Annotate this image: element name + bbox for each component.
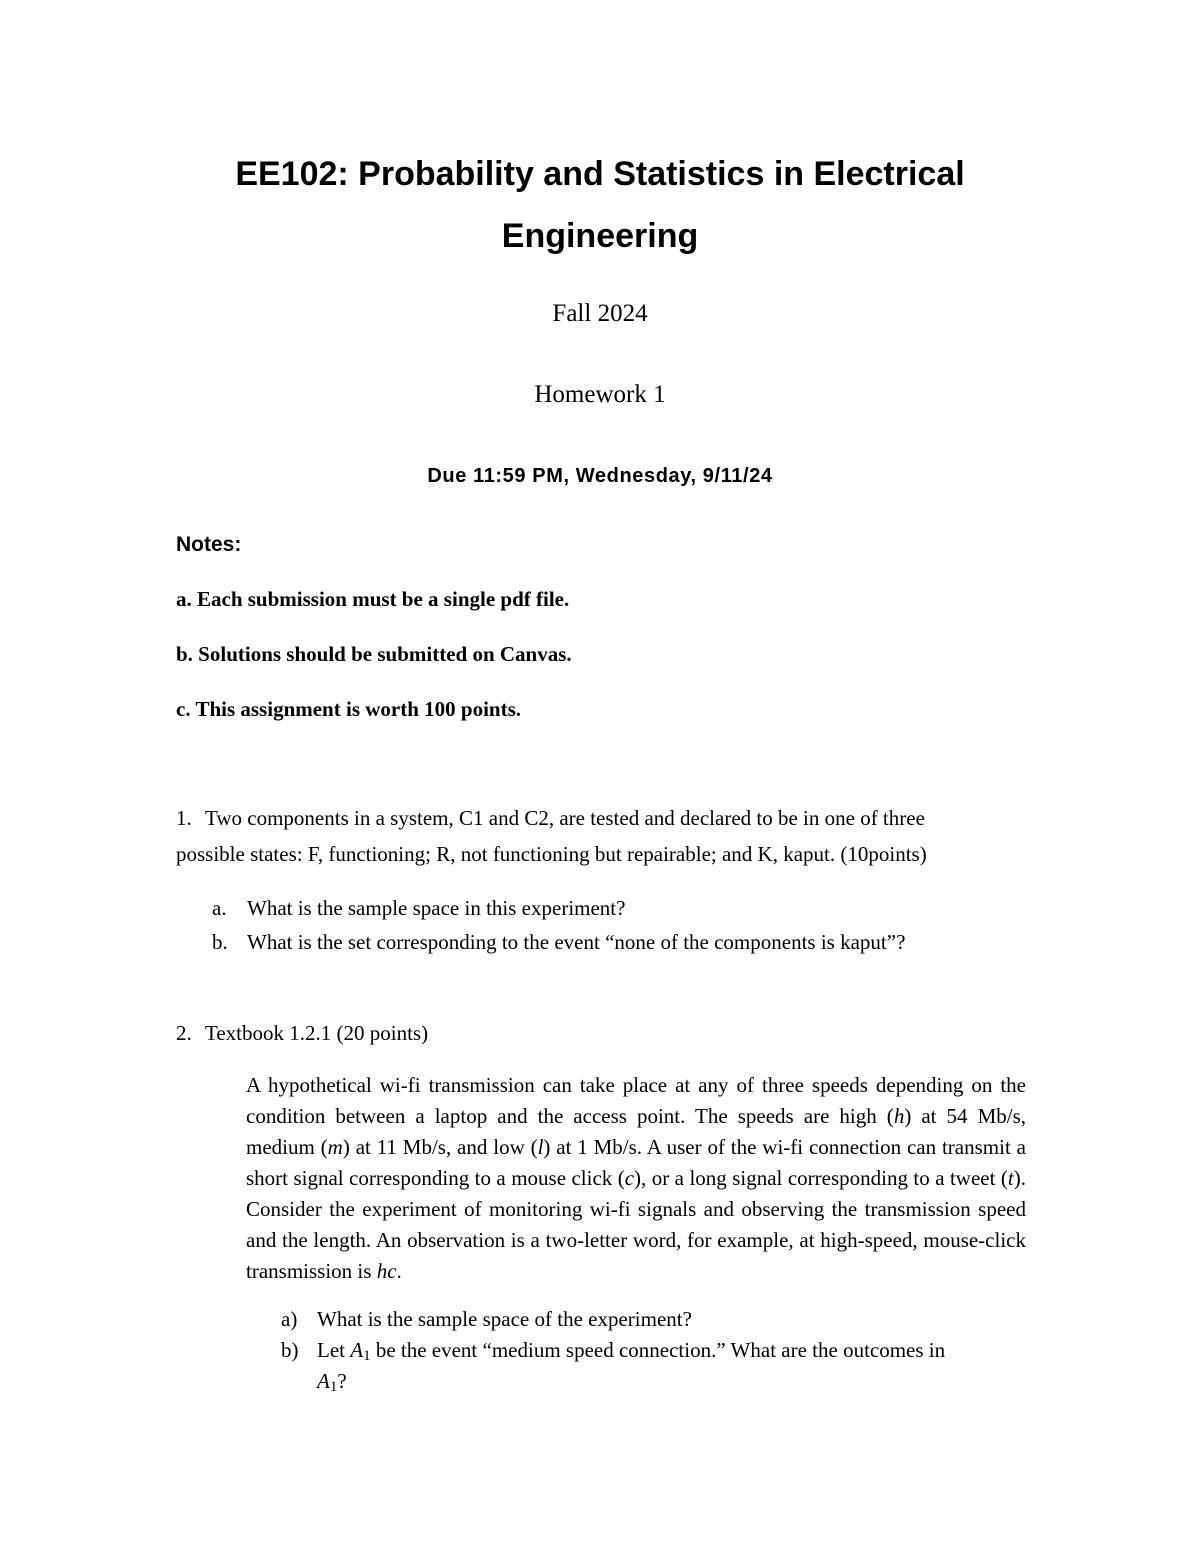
var-hc: hc <box>376 1259 397 1283</box>
subscript: 1 <box>363 1348 371 1364</box>
question-1-part-a: What is the sample space in this experiment? <box>247 896 626 920</box>
paragraph-text: ). Consider the experiment of monitoring wi-fi signals and observing the transmission speed and the length. An observation is a two-letter word, for example, at high-speed, mouse-click transmission is <box>246 1166 1026 1283</box>
notes-heading: Notes: <box>176 533 242 556</box>
assignment-label: Homework 1 <box>534 381 666 408</box>
question-2-heading: Textbook 1.2.1 (20 points) <box>205 1021 429 1045</box>
paragraph-text: ), or a long signal corresponding to a tweet ( <box>634 1166 1008 1190</box>
question-2-number: 2. <box>176 1021 192 1045</box>
subscript: 1 <box>329 1379 338 1395</box>
question-1-number: 1. <box>176 806 192 830</box>
var-a: A <box>350 1338 364 1362</box>
term-label: Fall 2024 <box>552 300 648 327</box>
question-1-line-2: possible states: F, functioning; R, not functioning but repairable; and K, kaput. (10points) <box>176 842 927 866</box>
part-b-text: be the event “medium speed connection.” What are the outcomes in <box>370 1338 946 1362</box>
title-line-2: Engineering <box>501 217 699 255</box>
question-2-part-b-continued <box>317 1369 347 1396</box>
paragraph-text: . <box>396 1259 402 1283</box>
question-1-part-a-marker: a. <box>212 896 227 920</box>
question-2-part-a-marker: a) <box>281 1307 298 1331</box>
var-l: l <box>537 1135 544 1159</box>
question-1-part-b-marker: b. <box>212 930 228 954</box>
question-2-part-b <box>317 1338 945 1365</box>
question-1-part-b: What is the set corresponding to the event “none of the components is kaput”? <box>247 930 906 954</box>
note-item: a. Each submission must be a single pdf file. <box>176 587 570 611</box>
paragraph-text: A hypothetical wi-fi transmission can take place at any of three speeds depending on the condition between a laptop and the access point. The speeds are high ( <box>246 1073 1026 1128</box>
question-1-line-1: Two components in a system, C1 and C2, are tested and declared to be in one of three <box>205 806 925 830</box>
document-title <box>0 143 1200 267</box>
question-2-part-b-marker: b) <box>281 1338 299 1362</box>
question-2-paragraph <box>246 1070 1026 1287</box>
question-2-part-a: What is the sample space of the experiment? <box>317 1307 692 1331</box>
var-a: A <box>317 1369 330 1393</box>
part-b-end: ? <box>337 1369 347 1393</box>
part-b-text: Let <box>317 1338 351 1362</box>
var-c: c <box>624 1166 635 1190</box>
var-t: t <box>1007 1166 1014 1190</box>
var-h: h <box>893 1104 905 1128</box>
var-m: m <box>327 1135 343 1159</box>
note-item: b. Solutions should be submitted on Canvas. <box>176 642 572 666</box>
due-date: Due 11:59 PM, Wednesday, 9/11/24 <box>427 465 773 487</box>
title-line-1: EE102: Probability and Statistics in Electrical <box>235 155 965 193</box>
paragraph-text: ) at 54 Mb/s, medium ( <box>246 1104 1027 1159</box>
note-item: c. This assignment is worth 100 points. <box>176 697 522 721</box>
paragraph-text: ) at 1 Mb/s. A user of the wi-fi connection can transmit a short signal corresponding to a mouse click ( <box>246 1135 1026 1190</box>
paragraph-text: ) at 11 Mb/s, and low ( <box>342 1135 538 1159</box>
